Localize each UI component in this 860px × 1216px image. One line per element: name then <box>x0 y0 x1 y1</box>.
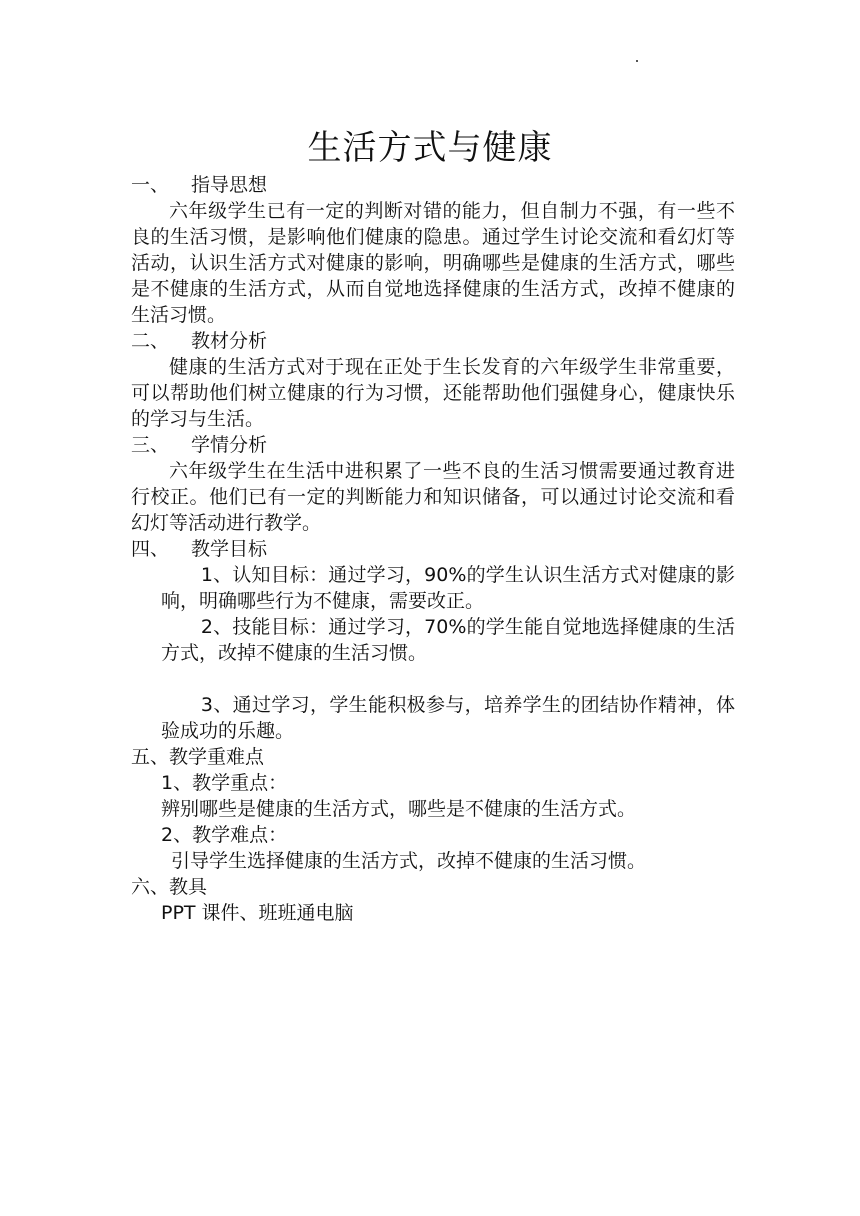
section-4-title: 教学目标 <box>191 538 268 560</box>
section-2-heading <box>131 328 735 354</box>
section-4-heading <box>131 536 735 562</box>
goal-item: 2、技能目标：通过学习，70%的学生能自觉地选择健康的生活方式，改掉不健康的生活习惯。 <box>161 616 735 664</box>
key-point-text: 辨别哪些是健康的生活方式，哪些是不健康的生活方式。 <box>161 798 637 820</box>
goal-item: 1、认知目标：通过学习，90%的学生认识生活方式对健康的影响，明确哪些行为不健康，需要改正。 <box>161 564 735 612</box>
section-2-title: 教材分析 <box>191 330 268 352</box>
section-3-heading <box>131 432 735 458</box>
section-5-heading: 五、教学重难点 <box>131 746 265 768</box>
goal-item: 3、通过学习，学生能积极参与，培养学生的团结协作精神，体验成功的乐趣。 <box>161 694 735 742</box>
section-3-number: 三、 <box>131 434 170 456</box>
key-point-label: 1、教学重点： <box>161 772 288 794</box>
section-3-title: 学情分析 <box>191 434 268 456</box>
section-3-text: 六年级学生在生活中进积累了一些不良的生活习惯需要通过教育进行校正。他们已有一定的判断能力和知识储备，可以通过讨论交流和看幻灯等活动进行教学。 <box>131 460 735 534</box>
section-1-title: 指导思想 <box>191 174 268 196</box>
document-title: 生活方式与健康 <box>307 128 553 168</box>
section-2-text: 健康的生活方式对于现在正处于生长发育的六年级学生非常重要，可以帮助他们树立健康的行为习惯，还能帮助他们强健身心，健康快乐的学习与生活。 <box>131 356 735 430</box>
document-body <box>131 172 735 926</box>
difficulty-label: 2、教学难点： <box>161 824 288 846</box>
corner-mark <box>636 60 638 62</box>
section-4-number: 四、 <box>131 538 170 560</box>
section-1-number: 一、 <box>131 174 170 196</box>
section-1-heading <box>131 172 735 198</box>
section-1-text: 六年级学生已有一定的判断对错的能力，但自制力不强，有一些不良的生活习惯，是影响他们健康的隐患。通过学生讨论交流和看幻灯等活动，认识生活方式对健康的影响，明确哪些是健康的生活方式，哪些是不健康的生活方式，从而自觉地选择健康的生活方式，改掉不健康的生活习惯。 <box>131 200 735 326</box>
teaching-aids-text: PPT 课件、班班通电脑 <box>161 902 354 924</box>
difficulty-text: 引导学生选择健康的生活方式，改掉不健康的生活习惯。 <box>171 850 647 872</box>
section-6-heading: 六、教具 <box>131 876 208 898</box>
spacer <box>131 666 735 692</box>
section-2-number: 二、 <box>131 330 170 352</box>
